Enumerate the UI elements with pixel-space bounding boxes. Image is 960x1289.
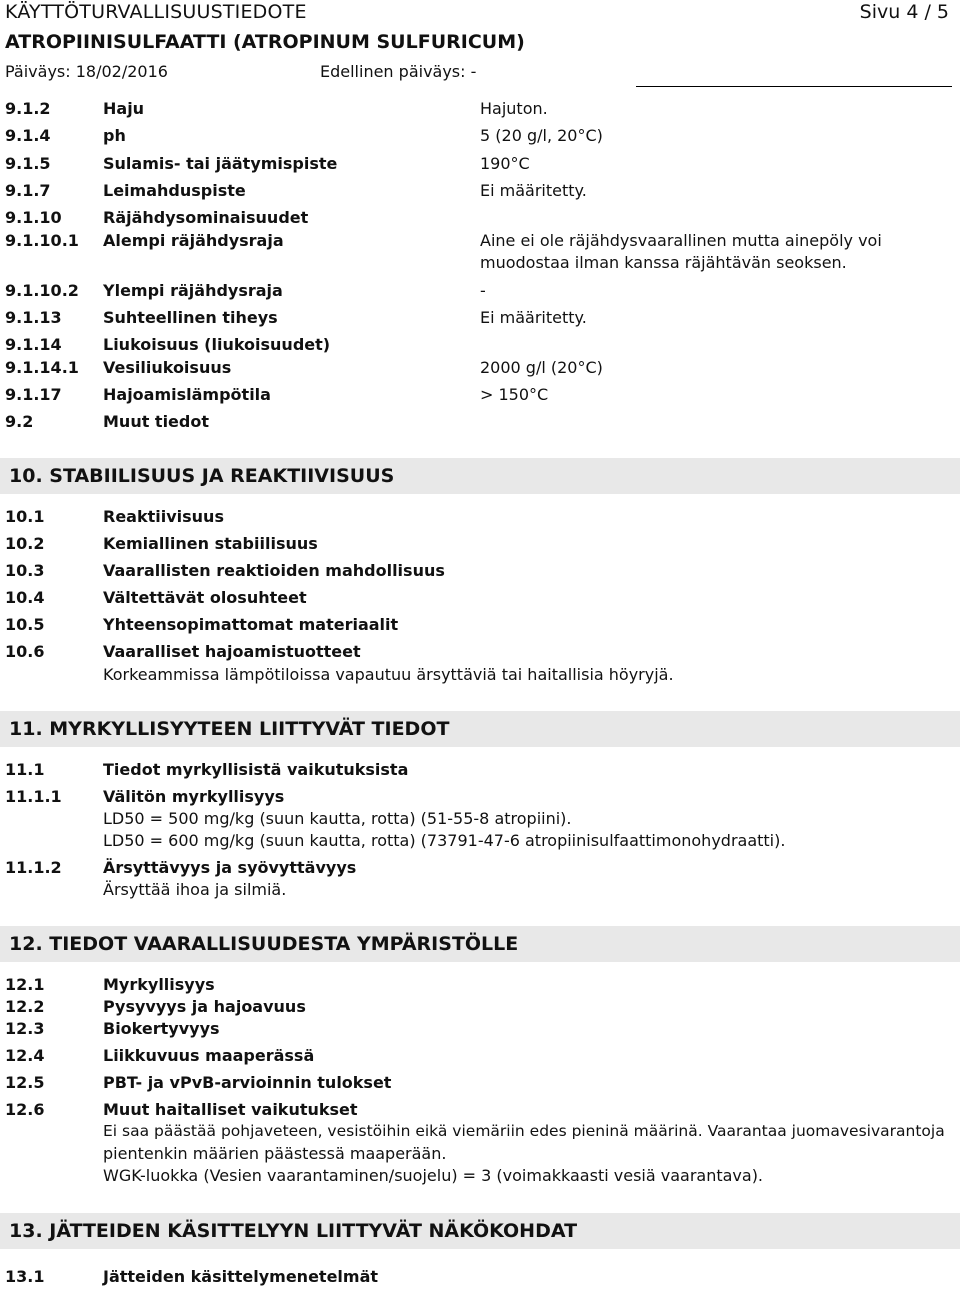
row-number: 11.1 — [5, 760, 45, 779]
row-number: 9.1.10.2 — [5, 281, 79, 300]
section-title: 11. MYRKYLLISYYTEEN LIITTYVÄT TIEDOT — [9, 718, 450, 740]
property-label: Vesiliukoisuus — [103, 358, 232, 377]
property-value: 190°C — [480, 154, 530, 173]
property-value: 5 (20 g/l, 20°C) — [480, 126, 603, 145]
property-label: Hajoamislämpötila — [103, 385, 271, 404]
property-value: > 150°C — [480, 385, 549, 404]
subsection-label: PBT- ja vPvB-arvioinnin tulokset — [103, 1073, 392, 1092]
row-number: 12.2 — [5, 997, 45, 1016]
row-number: 9.1.2 — [5, 99, 51, 118]
property-label: Leimahduspiste — [103, 181, 246, 200]
subsection-text: LD50 = 600 mg/kg (suun kautta, rotta) (73791-47-6 atropiinisulfaattimonohydraatti). — [103, 831, 786, 850]
subsection-text: pientenkin määrien päästessä maaperään. — [103, 1144, 447, 1163]
property-label: Muut tiedot — [103, 412, 209, 431]
property-value: Ei määritetty. — [480, 181, 587, 200]
property-value-continued: muodostaa ilman kanssa räjähtävän seoksen. — [480, 253, 847, 272]
subsection-label: Pysyvyys ja hajoavuus — [103, 997, 306, 1016]
row-number: 9.1.4 — [5, 126, 51, 145]
property-label: Liukoisuus (liukoisuudet) — [103, 335, 331, 354]
row-number: 10.2 — [5, 534, 45, 553]
subsection-label: Vaaralliset hajoamistuotteet — [103, 642, 361, 661]
property-label: Ylempi räjähdysraja — [103, 281, 283, 300]
subsection-label: Vaarallisten reaktioiden mahdollisuus — [103, 561, 445, 580]
section-title: 13. JÄTTEIDEN KÄSITTELYYN LIITTYVÄT NÄKÖKOHDAT — [9, 1220, 578, 1242]
subsection-label: Myrkyllisyys — [103, 975, 215, 994]
page-number: Sivu 4 / 5 — [859, 1, 949, 23]
row-number: 9.1.10.1 — [5, 231, 79, 250]
row-number: 9.1.17 — [5, 385, 62, 404]
section-title: 10. STABIILISUUS JA REAKTIIVISUUS — [9, 465, 395, 487]
property-value: 2000 g/l (20°C) — [480, 358, 603, 377]
product-name: ATROPIINISULFAATTI (ATROPINUM SULFURICUM) — [5, 31, 525, 53]
row-number: 10.4 — [5, 588, 45, 607]
row-number: 10.6 — [5, 642, 45, 661]
row-number: 10.3 — [5, 561, 45, 580]
subsection-text: WGK-luokka (Vesien vaarantaminen/suojelu) = 3 (voimakkaasti vesiä vaarantava). — [103, 1166, 764, 1185]
section-12-header — [0, 926, 960, 962]
section-13-header — [0, 1213, 960, 1249]
row-number: 9.1.14.1 — [5, 358, 79, 377]
subsection-label: Vältettävät olosuhteet — [103, 588, 307, 607]
row-number: 10.5 — [5, 615, 45, 634]
section-11-header — [0, 711, 960, 747]
row-number: 9.1.7 — [5, 181, 51, 200]
property-label: Suhteellinen tiheys — [103, 308, 278, 327]
row-number: 9.1.5 — [5, 154, 51, 173]
subsection-label: Kemiallinen stabiilisuus — [103, 534, 318, 553]
header-divider — [636, 86, 952, 87]
subsection-label: Yhteensopimattomat materiaalit — [103, 615, 399, 634]
subsection-label: Ärsyttävyys ja syövyttävyys — [103, 858, 357, 877]
property-label: ph — [103, 126, 126, 145]
previous-date: Edellinen päiväys: - — [320, 62, 477, 81]
property-value: Ei määritetty. — [480, 308, 587, 327]
subsection-label: Välitön myrkyllisyys — [103, 787, 285, 806]
property-value: Hajuton. — [480, 99, 548, 118]
subsection-label: Liikkuvuus maaperässä — [103, 1046, 315, 1065]
subsection-label: Reaktiivisuus — [103, 507, 224, 526]
document-type-title: KÄYTTÖTURVALLISUUSTIEDOTE — [5, 1, 307, 23]
row-number: 12.3 — [5, 1019, 45, 1038]
row-number: 9.1.10 — [5, 208, 62, 227]
property-label: Alempi räjähdysraja — [103, 231, 284, 250]
row-number: 9.2 — [5, 412, 34, 431]
property-label: Sulamis- tai jäätymispiste — [103, 154, 338, 173]
section-title: 12. TIEDOT VAARALLISUUDESTA YMPÄRISTÖLLE — [9, 933, 519, 955]
row-number: 13.1 — [5, 1267, 45, 1286]
subsection-text: Korkeammissa lämpötiloissa vapautuu ärsyttäviä tai haitallisia höyryjä. — [103, 665, 674, 684]
subsection-label: Jätteiden käsittelymenetelmät — [103, 1267, 379, 1286]
row-number: 9.1.14 — [5, 335, 62, 354]
row-number: 12.5 — [5, 1073, 45, 1092]
row-number: 12.1 — [5, 975, 45, 994]
row-number: 11.1.1 — [5, 787, 62, 806]
subsection-text: Ei saa päästää pohjaveteen, vesistöihin eikä viemäriin edes pieninä määrinä. Vaarantaa juomavesivarantoja — [103, 1122, 945, 1140]
subsection-text: LD50 = 500 mg/kg (suun kautta, rotta) (51-55-8 atropiini). — [103, 809, 572, 828]
subsection-text: Ärsyttää ihoa ja silmiä. — [103, 880, 287, 899]
section-10-header — [0, 458, 960, 494]
subsection-label: Biokertyvyys — [103, 1019, 220, 1038]
subsection-label: Muut haitalliset vaikutukset — [103, 1100, 358, 1119]
property-value: - — [480, 281, 486, 300]
row-number: 12.4 — [5, 1046, 45, 1065]
row-number: 11.1.2 — [5, 858, 62, 877]
property-value: Aine ei ole räjähdysvaarallinen mutta ainepöly voi — [480, 231, 882, 250]
row-number: 9.1.13 — [5, 308, 62, 327]
document-date: Päiväys: 18/02/2016 — [5, 62, 168, 81]
property-label: Räjähdysominaisuudet — [103, 208, 309, 227]
row-number: 10.1 — [5, 507, 45, 526]
row-number: 12.6 — [5, 1100, 45, 1119]
subsection-label: Tiedot myrkyllisistä vaikutuksista — [103, 760, 409, 779]
property-label: Haju — [103, 99, 145, 118]
